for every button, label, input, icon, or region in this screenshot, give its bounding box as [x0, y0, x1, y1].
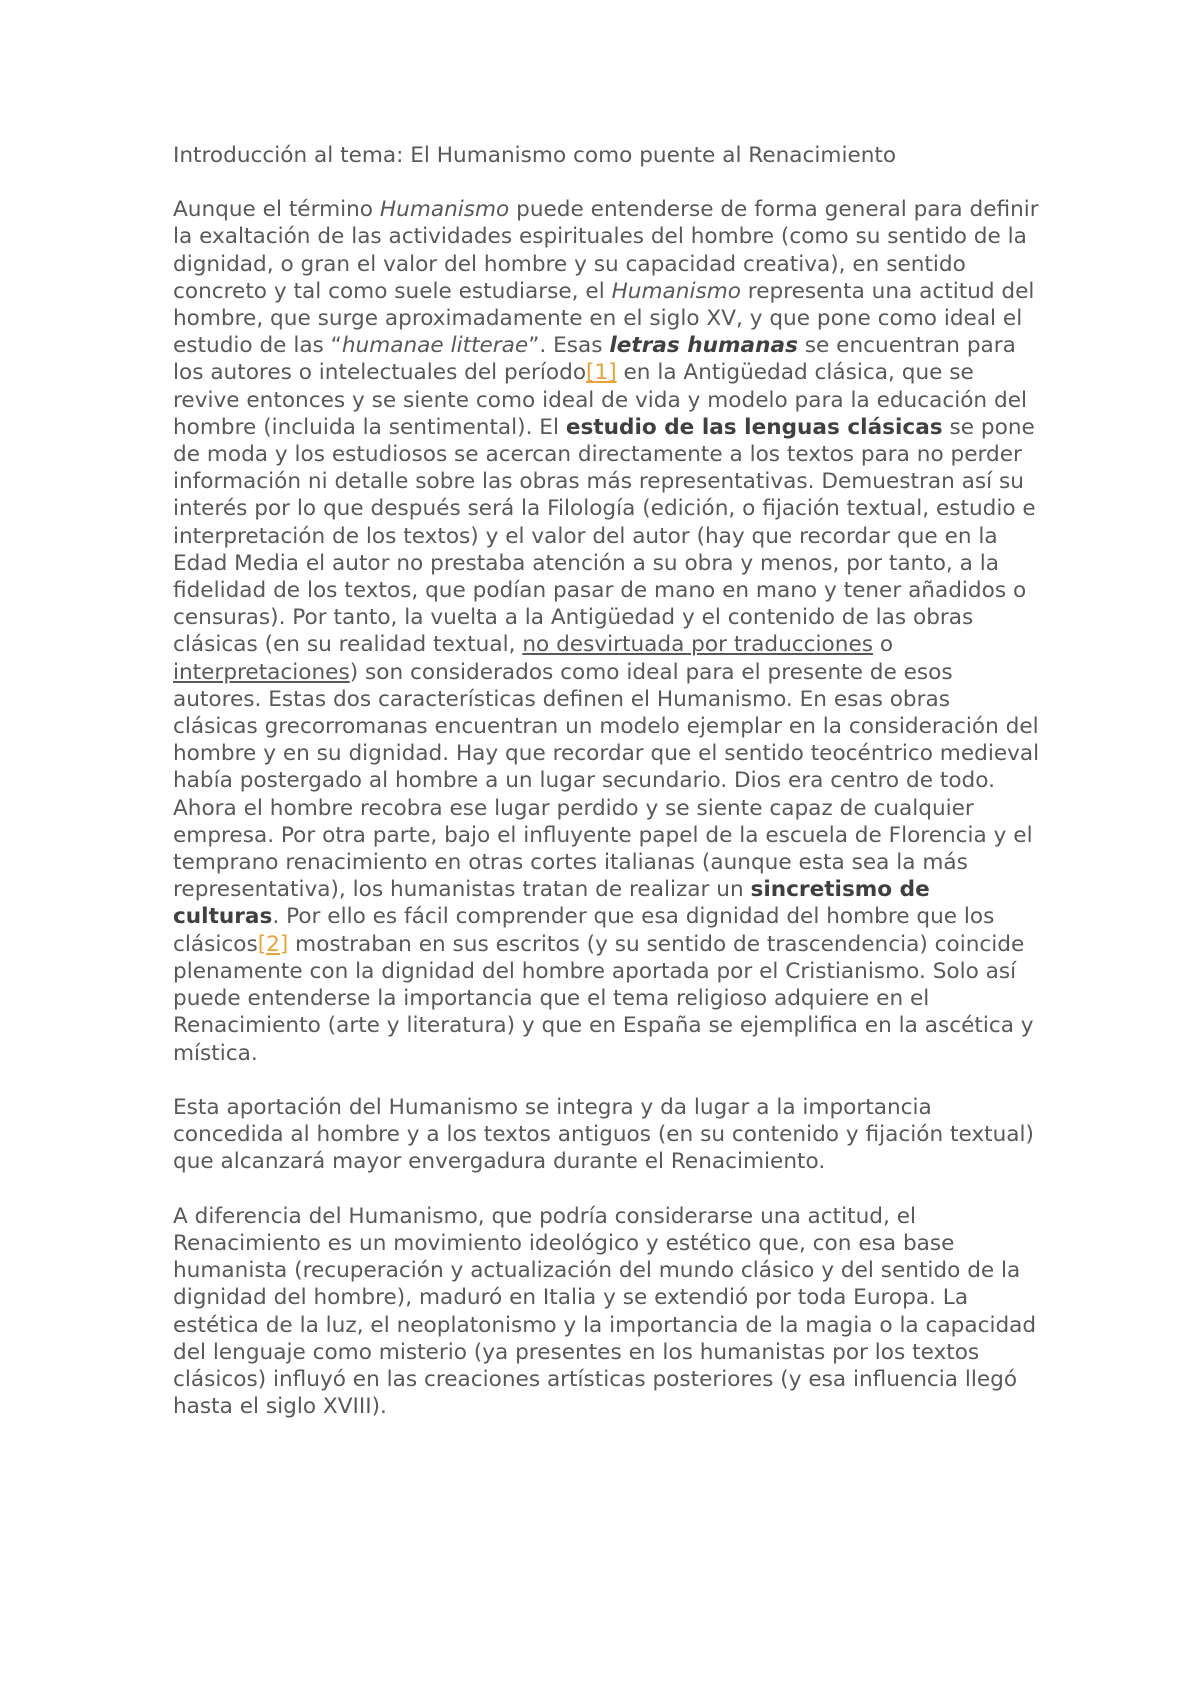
document-body — [173, 142, 1041, 1448]
p1-underlined-interpretaciones: interpretaciones — [173, 659, 350, 685]
p1-text-10: . Por ello es fácil comprender que esa dignidad del hombre que los clásicos — [173, 904, 995, 957]
paragraph-renacimiento: A diferencia del Humanismo, que podría considerarse una actitud, el Renacimiento es un movimiento ideológico y estético que, con esa base humanista (recuperación y actualización del mundo clásico y del sentido de la dignidad del hombre), maduró en Italia y se extendió por toda Europa. La estética de la luz, el neoplatonismo y la importancia de la magia o la capacidad del lenguaje como misterio (ya presentes en los humanistas por los textos clásicos) influyó en las creaciones artísticas posteriores (y esa influencia llegó hasta el siglo XVIII). — [173, 1203, 1037, 1420]
paragraph-aportacion: Esta aportación del Humanismo se integra y da lugar a la importancia concedida al hombre y a los textos antiguos (en su contenido y fijación textual) que alcanzará mayor envergadura durante el Renacimiento. — [173, 1094, 1034, 1175]
p1-text-5: se encuentran para los autores o intelectuales del período — [173, 333, 1016, 386]
p1-term-humanismo-2: Humanismo — [611, 278, 741, 304]
p1-text-7: se pone de moda y los estudiosos se acercan directamente a los textos para no perder información ni detalle sobre las obras más representativas. Demuestran así su interés por lo que después será la Filología (edición, o fijación textual, estudio e interpretación de los textos) y el valor del autor (hay que recordar que en la Edad Media el autor no prestaba atención a su obra y menos, por tanto, a la fidelidad de los textos, que podían pasar de mano en mano y tener añadidos o censuras). Por tanto, la vuelta a la Antigüedad y el contenido de las obras clásicas (en su realidad textual, — [173, 414, 1036, 658]
p1-text-6: en la Antigüedad clásica, que se revive entonces y se siente como ideal de vida y modelo para la educación del hombre (incluida la sentimental). El — [173, 360, 1027, 440]
p1-term-sincretismo: sincretismo de culturas — [173, 877, 930, 930]
p1-term-lenguas-clasicas: estudio de las lenguas clásicas — [565, 414, 943, 440]
p1-term-humanae-litterae: humanae litterae — [341, 333, 529, 359]
p1-term-humanismo: Humanismo — [379, 197, 510, 223]
p1-text-11: mostraban en sus escritos (y su sentido de trascendencia) coincide plenamente con la dignidad del hombre aportada por el Cristianismo. Solo así puede entenderse la importancia que el tema religioso adquiere en el Renacimiento (arte y literatura) y que en España se ejemplifica en la ascética y mística. — [173, 931, 1034, 1066]
paragraph-humanismo — [173, 196, 1041, 1067]
p1-term-letras-humanas: letras humanas — [609, 333, 798, 359]
p1-text-3: representa una actitud del hombre, que surge aproximadamente en el siglo XV, y que pone como ideal el estudio de las “ — [173, 278, 1035, 359]
p1-text-9: ) son considerados como ideal para el presente de esos autores. Estas dos características definen el Humanismo. En esas obras clásicas grecorromanas encuentran un modelo ejemplar en la consideración del hombre y en su dignidad. Hay que recordar que el sentido teocéntrico medieval había postergado al hombre a un lugar secundario. Dios era centro de todo. Ahora el hombre recobra ese lugar perdido y se siente capaz de cualquier empresa. Por otra parte, bajo el influyente papel de la escuela de Florencia y el temprano renacimiento en otras cortes italianas (aunque esta sea la más representativa), los humanistas tratan de realizar un — [173, 659, 1040, 903]
p1-text-8: o — [872, 632, 894, 658]
p1-text-4: ”. Esas — [528, 333, 610, 359]
footnote-link-2[interactable]: [2] — [257, 931, 289, 957]
p1-underlined-traducciones: no desvirtuada por traducciones — [522, 632, 873, 658]
document-title: Introducción al tema: El Humanismo como puente al Renacimiento — [173, 143, 897, 168]
p1-text-1: Aunque el término — [173, 197, 380, 223]
p1-text-2: puede entenderse de forma general para definir la exaltación de las actividades espirituales del hombre (como su sentido de la dignidad, o gran el valor del hombre y su capacidad creativa), en sentido concreto y tal como suele estudiarse, el — [173, 197, 1039, 304]
footnote-link-1[interactable]: [1] — [586, 360, 617, 386]
